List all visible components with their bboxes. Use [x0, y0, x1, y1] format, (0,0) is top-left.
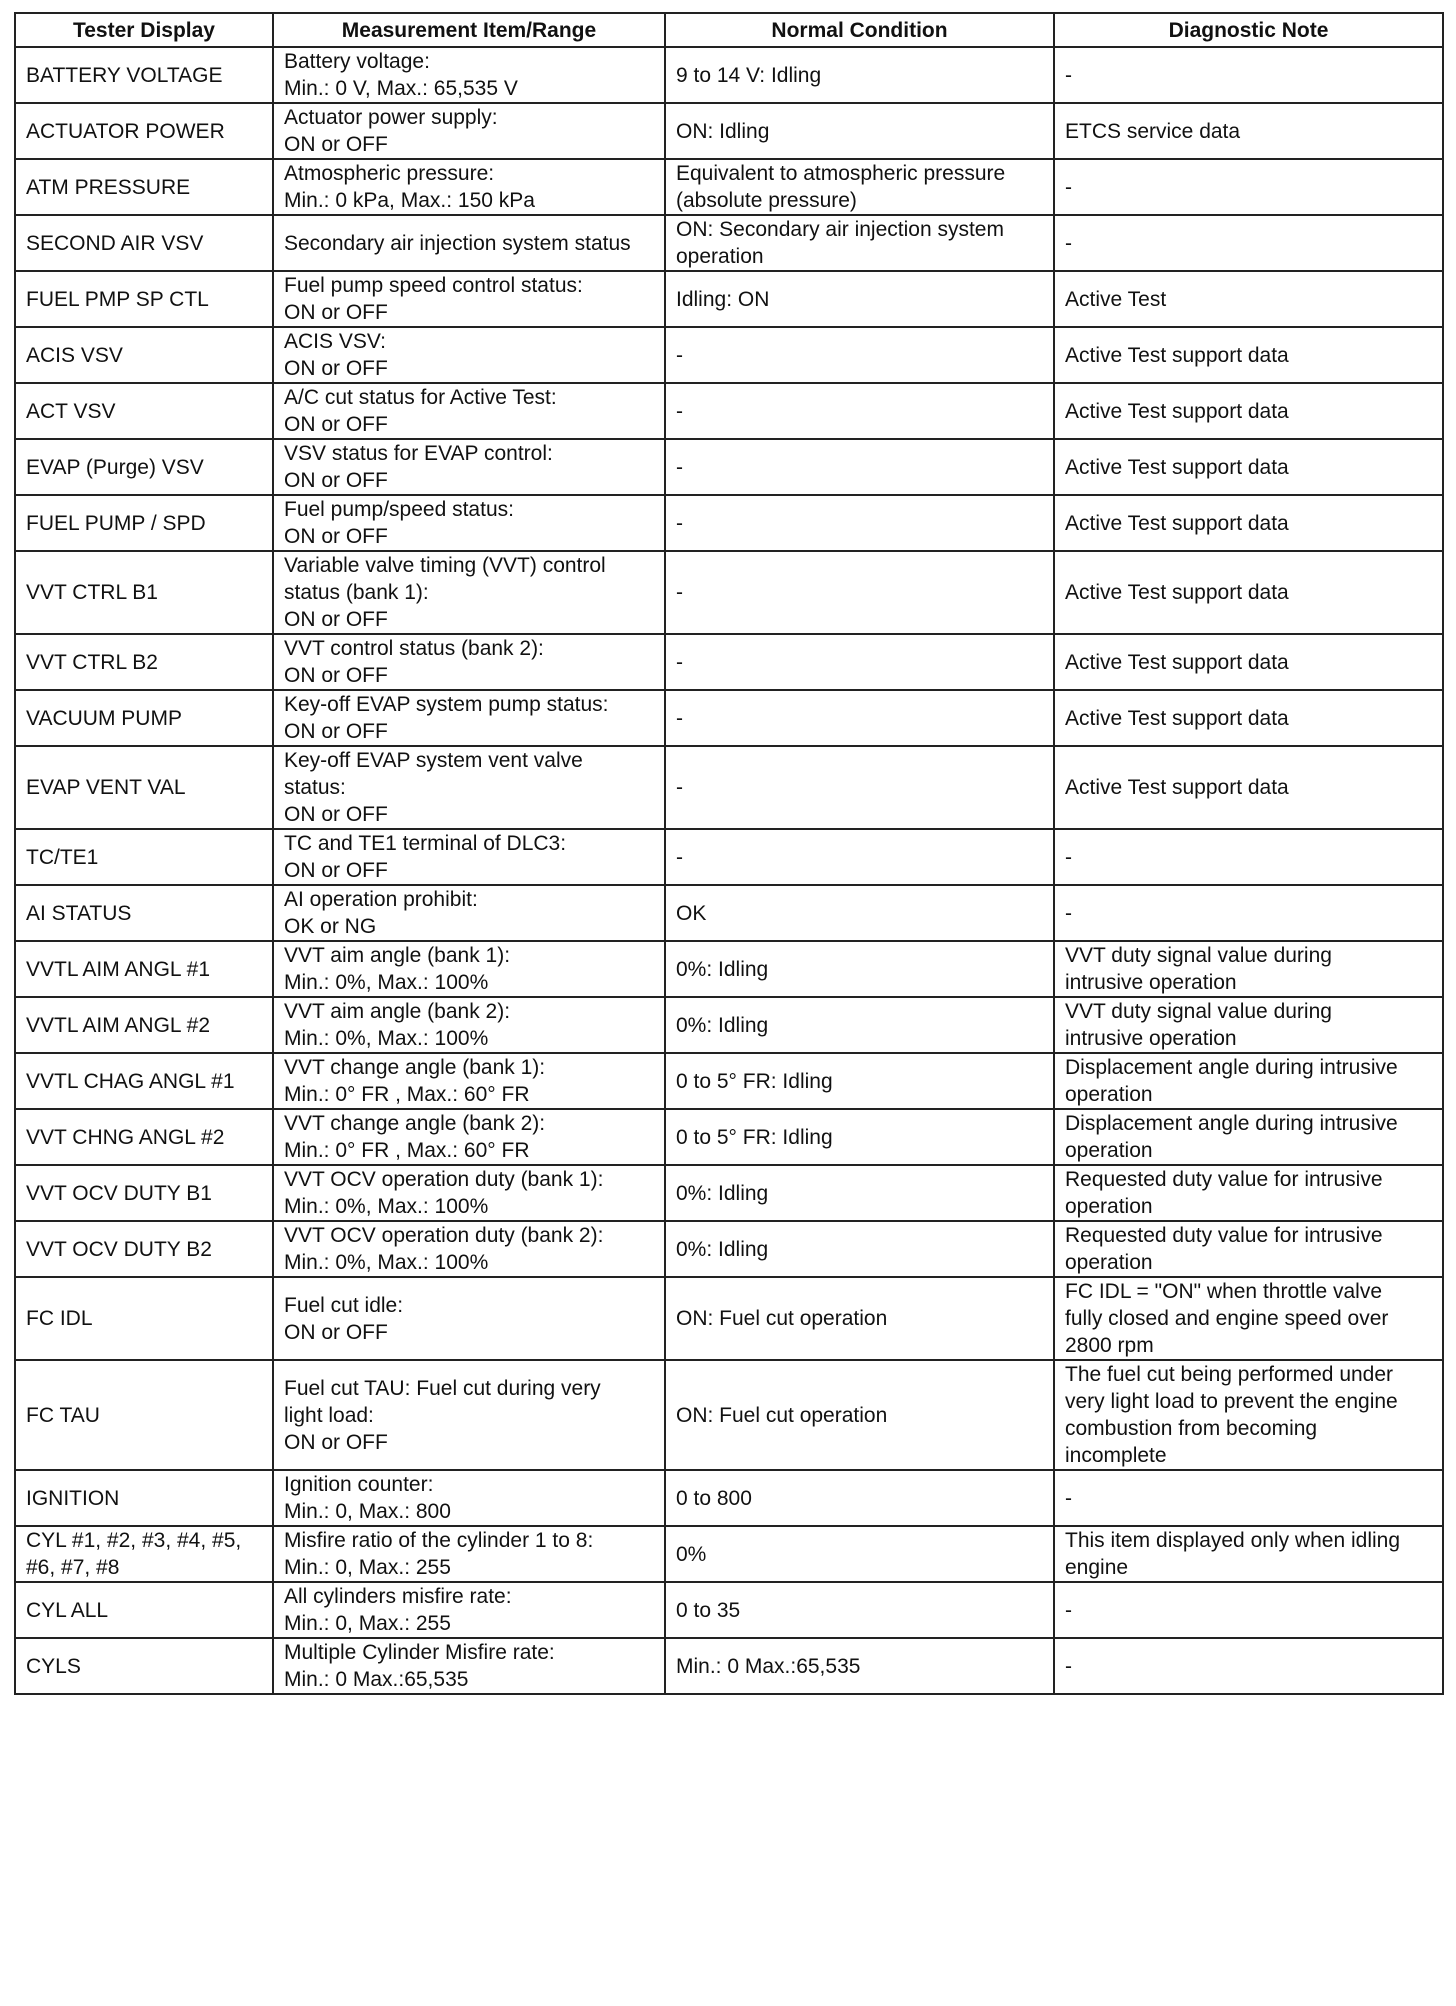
cell-tester-display: TC/TE1	[15, 829, 273, 885]
table-row	[15, 1582, 1443, 1638]
header-diagnostic-note: Diagnostic Note	[1054, 13, 1443, 47]
table-row	[15, 1360, 1443, 1470]
cell-tester-display: FUEL PUMP / SPD	[15, 495, 273, 551]
cell-measurement-item: VVT OCV operation duty (bank 2): Min.: 0%, Max.: 100%	[273, 1221, 665, 1277]
cell-measurement-item: Actuator power supply: ON or OFF	[273, 103, 665, 159]
table-row	[15, 271, 1443, 327]
cell-measurement-item: Key-off EVAP system pump status: ON or OFF	[273, 690, 665, 746]
cell-tester-display: CYL #1, #2, #3, #4, #5, #6, #7, #8	[15, 1526, 273, 1582]
cell-diagnostic-note: Active Test support data	[1054, 634, 1443, 690]
cell-diagnostic-note: Active Test	[1054, 271, 1443, 327]
cell-normal-condition: -	[665, 383, 1054, 439]
table-row	[15, 551, 1443, 634]
cell-measurement-item: VVT change angle (bank 2): Min.: 0° FR , Max.: 60° FR	[273, 1109, 665, 1165]
table-row	[15, 495, 1443, 551]
cell-measurement-item: Fuel pump/speed status: ON or OFF	[273, 495, 665, 551]
cell-tester-display: FC TAU	[15, 1360, 273, 1470]
cell-normal-condition: ON: Idling	[665, 103, 1054, 159]
cell-normal-condition: ON: Fuel cut operation	[665, 1277, 1054, 1360]
cell-normal-condition: Equivalent to atmospheric pressure (absolute pressure)	[665, 159, 1054, 215]
cell-normal-condition: Min.: 0 Max.:65,535	[665, 1638, 1054, 1694]
table-row	[15, 1277, 1443, 1360]
cell-tester-display: BATTERY VOLTAGE	[15, 47, 273, 103]
cell-diagnostic-note: -	[1054, 1470, 1443, 1526]
header-measurement-item: Measurement Item/Range	[273, 13, 665, 47]
cell-tester-display: EVAP VENT VAL	[15, 746, 273, 829]
cell-diagnostic-note: Displacement angle during intrusive operation	[1054, 1053, 1443, 1109]
table-row	[15, 997, 1443, 1053]
cell-diagnostic-note: -	[1054, 215, 1443, 271]
cell-normal-condition: 0%	[665, 1526, 1054, 1582]
header-tester-display: Tester Display	[15, 13, 273, 47]
cell-tester-display: SECOND AIR VSV	[15, 215, 273, 271]
cell-measurement-item: Misfire ratio of the cylinder 1 to 8: Min.: 0, Max.: 255	[273, 1526, 665, 1582]
table-row	[15, 159, 1443, 215]
cell-normal-condition: -	[665, 829, 1054, 885]
cell-diagnostic-note: This item displayed only when idling engine	[1054, 1526, 1443, 1582]
cell-normal-condition: 9 to 14 V: Idling	[665, 47, 1054, 103]
cell-tester-display: ACTUATOR POWER	[15, 103, 273, 159]
table-row	[15, 634, 1443, 690]
table-row	[15, 941, 1443, 997]
cell-normal-condition: -	[665, 690, 1054, 746]
cell-tester-display: CYL ALL	[15, 1582, 273, 1638]
cell-tester-display: ACIS VSV	[15, 327, 273, 383]
cell-diagnostic-note: Active Test support data	[1054, 495, 1443, 551]
cell-normal-condition: 0 to 5° FR: Idling	[665, 1109, 1054, 1165]
cell-tester-display: EVAP (Purge) VSV	[15, 439, 273, 495]
cell-diagnostic-note: Requested duty value for intrusive operation	[1054, 1221, 1443, 1277]
tester-data-table	[14, 12, 1444, 1695]
cell-measurement-item: VVT aim angle (bank 2): Min.: 0%, Max.: 100%	[273, 997, 665, 1053]
cell-normal-condition: 0 to 800	[665, 1470, 1054, 1526]
cell-measurement-item: Ignition counter: Min.: 0, Max.: 800	[273, 1470, 665, 1526]
cell-measurement-item: Battery voltage: Min.: 0 V, Max.: 65,535 V	[273, 47, 665, 103]
table-row	[15, 439, 1443, 495]
cell-diagnostic-note: -	[1054, 885, 1443, 941]
header-normal-condition: Normal Condition	[665, 13, 1054, 47]
cell-normal-condition: 0%: Idling	[665, 1221, 1054, 1277]
cell-normal-condition: 0 to 35	[665, 1582, 1054, 1638]
cell-tester-display: VVTL AIM ANGL #2	[15, 997, 273, 1053]
cell-measurement-item: VVT aim angle (bank 1): Min.: 0%, Max.: 100%	[273, 941, 665, 997]
cell-measurement-item: Key-off EVAP system vent valve status: ON or OFF	[273, 746, 665, 829]
cell-measurement-item: Secondary air injection system status	[273, 215, 665, 271]
cell-tester-display: VVT CHNG ANGL #2	[15, 1109, 273, 1165]
cell-normal-condition: -	[665, 551, 1054, 634]
cell-normal-condition: OK	[665, 885, 1054, 941]
cell-measurement-item: AI operation prohibit: OK or NG	[273, 885, 665, 941]
cell-normal-condition: 0 to 5° FR: Idling	[665, 1053, 1054, 1109]
cell-normal-condition: 0%: Idling	[665, 941, 1054, 997]
cell-diagnostic-note: -	[1054, 1582, 1443, 1638]
cell-measurement-item: TC and TE1 terminal of DLC3: ON or OFF	[273, 829, 665, 885]
cell-measurement-item: Atmospheric pressure: Min.: 0 kPa, Max.: 150 kPa	[273, 159, 665, 215]
cell-normal-condition: 0%: Idling	[665, 997, 1054, 1053]
cell-diagnostic-note: -	[1054, 159, 1443, 215]
cell-tester-display: FUEL PMP SP CTL	[15, 271, 273, 327]
cell-normal-condition: Idling: ON	[665, 271, 1054, 327]
cell-diagnostic-note: Active Test support data	[1054, 383, 1443, 439]
cell-normal-condition: -	[665, 634, 1054, 690]
cell-diagnostic-note: FC IDL = "ON" when throttle valve fully closed and engine speed over 2800 rpm	[1054, 1277, 1443, 1360]
cell-normal-condition: -	[665, 495, 1054, 551]
cell-measurement-item: VVT control status (bank 2): ON or OFF	[273, 634, 665, 690]
table-row	[15, 746, 1443, 829]
cell-tester-display: ATM PRESSURE	[15, 159, 273, 215]
cell-measurement-item: Fuel cut idle: ON or OFF	[273, 1277, 665, 1360]
table-row	[15, 1638, 1443, 1694]
cell-tester-display: VVTL CHAG ANGL #1	[15, 1053, 273, 1109]
table-row	[15, 885, 1443, 941]
cell-measurement-item: VVT change angle (bank 1): Min.: 0° FR , Max.: 60° FR	[273, 1053, 665, 1109]
cell-tester-display: VVTL AIM ANGL #1	[15, 941, 273, 997]
cell-measurement-item: Variable valve timing (VVT) control status (bank 1): ON or OFF	[273, 551, 665, 634]
cell-normal-condition: -	[665, 327, 1054, 383]
table-row	[15, 47, 1443, 103]
cell-measurement-item: VSV status for EVAP control: ON or OFF	[273, 439, 665, 495]
cell-diagnostic-note: VVT duty signal value during intrusive operation	[1054, 997, 1443, 1053]
table-row	[15, 1526, 1443, 1582]
cell-diagnostic-note: The fuel cut being performed under very light load to prevent the engine combustion from becoming incomplete	[1054, 1360, 1443, 1470]
cell-measurement-item: Fuel cut TAU: Fuel cut during very light load: ON or OFF	[273, 1360, 665, 1470]
cell-tester-display: VVT CTRL B1	[15, 551, 273, 634]
cell-diagnostic-note: -	[1054, 829, 1443, 885]
cell-tester-display: VVT OCV DUTY B2	[15, 1221, 273, 1277]
cell-diagnostic-note: Requested duty value for intrusive operation	[1054, 1165, 1443, 1221]
cell-tester-display: VVT OCV DUTY B1	[15, 1165, 273, 1221]
cell-tester-display: AI STATUS	[15, 885, 273, 941]
cell-normal-condition: -	[665, 439, 1054, 495]
cell-tester-display: IGNITION	[15, 1470, 273, 1526]
cell-tester-display: VVT CTRL B2	[15, 634, 273, 690]
cell-normal-condition: ON: Secondary air injection system operation	[665, 215, 1054, 271]
header-row	[15, 13, 1443, 47]
cell-measurement-item: A/C cut status for Active Test: ON or OFF	[273, 383, 665, 439]
cell-tester-display: FC IDL	[15, 1277, 273, 1360]
cell-tester-display: CYLS	[15, 1638, 273, 1694]
table-row	[15, 829, 1443, 885]
cell-measurement-item: VVT OCV operation duty (bank 1): Min.: 0%, Max.: 100%	[273, 1165, 665, 1221]
cell-normal-condition: -	[665, 746, 1054, 829]
cell-measurement-item: All cylinders misfire rate: Min.: 0, Max.: 255	[273, 1582, 665, 1638]
cell-diagnostic-note: Active Test support data	[1054, 551, 1443, 634]
table-row	[15, 383, 1443, 439]
table-row	[15, 1109, 1443, 1165]
table-row	[15, 103, 1443, 159]
cell-normal-condition: 0%: Idling	[665, 1165, 1054, 1221]
cell-diagnostic-note: ETCS service data	[1054, 103, 1443, 159]
table-row	[15, 1053, 1443, 1109]
cell-tester-display: VACUUM PUMP	[15, 690, 273, 746]
table-row	[15, 1165, 1443, 1221]
cell-diagnostic-note: Active Test support data	[1054, 746, 1443, 829]
table-row	[15, 1221, 1443, 1277]
cell-measurement-item: Multiple Cylinder Misfire rate: Min.: 0 Max.:65,535	[273, 1638, 665, 1694]
cell-diagnostic-note: Displacement angle during intrusive operation	[1054, 1109, 1443, 1165]
cell-diagnostic-note: Active Test support data	[1054, 690, 1443, 746]
table-row	[15, 327, 1443, 383]
cell-measurement-item: ACIS VSV: ON or OFF	[273, 327, 665, 383]
cell-diagnostic-note: -	[1054, 1638, 1443, 1694]
cell-diagnostic-note: VVT duty signal value during intrusive operation	[1054, 941, 1443, 997]
cell-diagnostic-note: Active Test support data	[1054, 439, 1443, 495]
cell-normal-condition: ON: Fuel cut operation	[665, 1360, 1054, 1470]
cell-measurement-item: Fuel pump speed control status: ON or OFF	[273, 271, 665, 327]
table-row	[15, 215, 1443, 271]
table-row	[15, 690, 1443, 746]
cell-diagnostic-note: -	[1054, 47, 1443, 103]
cell-diagnostic-note: Active Test support data	[1054, 327, 1443, 383]
cell-tester-display: ACT VSV	[15, 383, 273, 439]
table-row	[15, 1470, 1443, 1526]
